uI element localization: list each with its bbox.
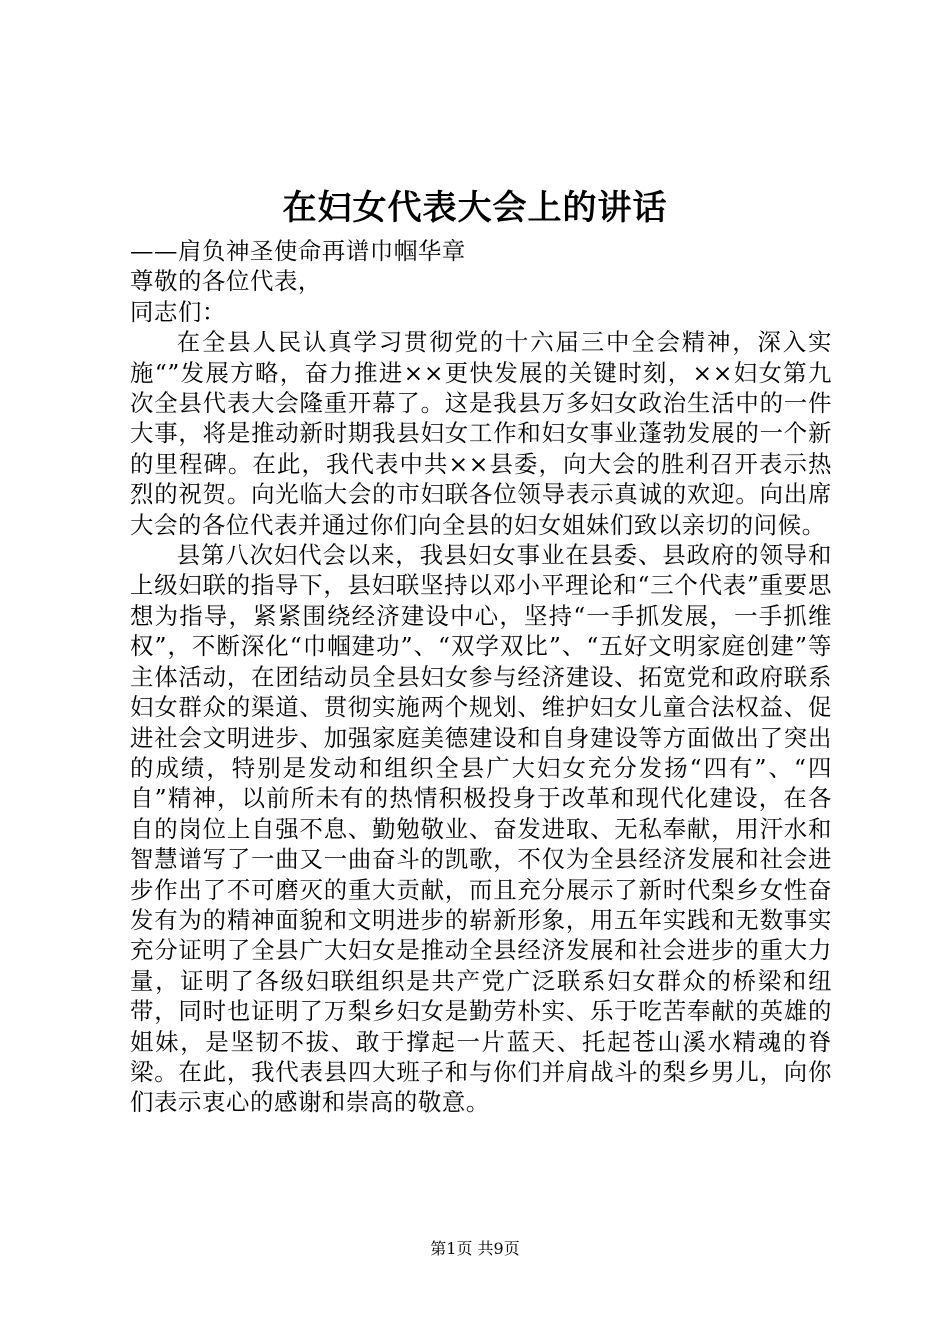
paragraph-opening: 在全县人民认真学习贯彻党的十六届三中全会精神，深入实施“”发展方略，奋力推进××更快发展的关键时刻，××妇女第九次全县代表大会隆重开幕了。这是我县万多妇女政治生活中的一件大事，将是推动新时期我县妇女工作和妇女事业蓬勃发展的一个新的里程碑。在此，我代表中共××县委，向大会的胜利召开表示热烈的祝贺。向光临大会的市妇联各位领导表示真诚的欢迎。向出席大会的各位代表并通过你们向全县的妇女姐妹们致以亲切的问候。 xyxy=(130,328,832,539)
salutation-delegates: 尊敬的各位代表， xyxy=(130,267,322,296)
document-subtitle: ——肩负神圣使命再谱巾帼华章 xyxy=(130,237,466,265)
paragraph-achievements: 县第八次妇代会以来，我县妇女事业在县委、县政府的领导和上级妇联的指导下，县妇联坚持以邓小平理论和“三个代表”重要思想为指导，紧紧围绕经济建设中心，坚持“一手抓发展，一手抓维权”，不断深化“巾帼建功”、“双学双比”、“五好文明家庭创建”等主体活动，在团结动员全县妇女参与经济建设、拓宽党和政府联系妇女群众的渠道、贯彻实施两个规划、维护妇女儿童合法权益、促进社会文明进步、加强家庭美德建设和自身建设等方面做出了突出的成绩，特别是发动和组织全县广大妇女充分发扬“四有”、“四自”精神，以前所未有的热情积极投身于改革和现代化建设，在各自的岗位上自强不息、勤勉敬业、奋发进取、无私奉献，用汗水和智慧谱写了一曲又一曲奋斗的凯歌，不仅为全县经济发展和社会进步作出了不可磨灭的重大贡献，而且充分展示了新时代梨乡女性奋发有为的精神面貌和文明进步的崭新形象，用五年实践和无数事实充分证明了全县广大妇女是推动全县经济发展和社会进步的重大力量，证明了各级妇联组织是共产党广泛联系妇女群众的桥梁和纽带，同时也证明了万梨乡妇女是勤劳朴实、乐于吃苦奉献的英雄的姐妹，是坚韧不拔、敢于撑起一片蓝天、托起苍山溪水精魂的脊梁。在此，我代表县四大班子和与你们并肩战斗的梨乡男儿，向你们表示衷心的感谢和崇高的敬意。 xyxy=(130,541,832,1117)
document-body xyxy=(130,236,832,1118)
page-footer: 第1页 共9页 xyxy=(430,1239,520,1258)
document-title: 在妇女代表大会上的讲话 xyxy=(282,188,668,228)
salutation-comrades: 同志们： xyxy=(130,297,226,326)
